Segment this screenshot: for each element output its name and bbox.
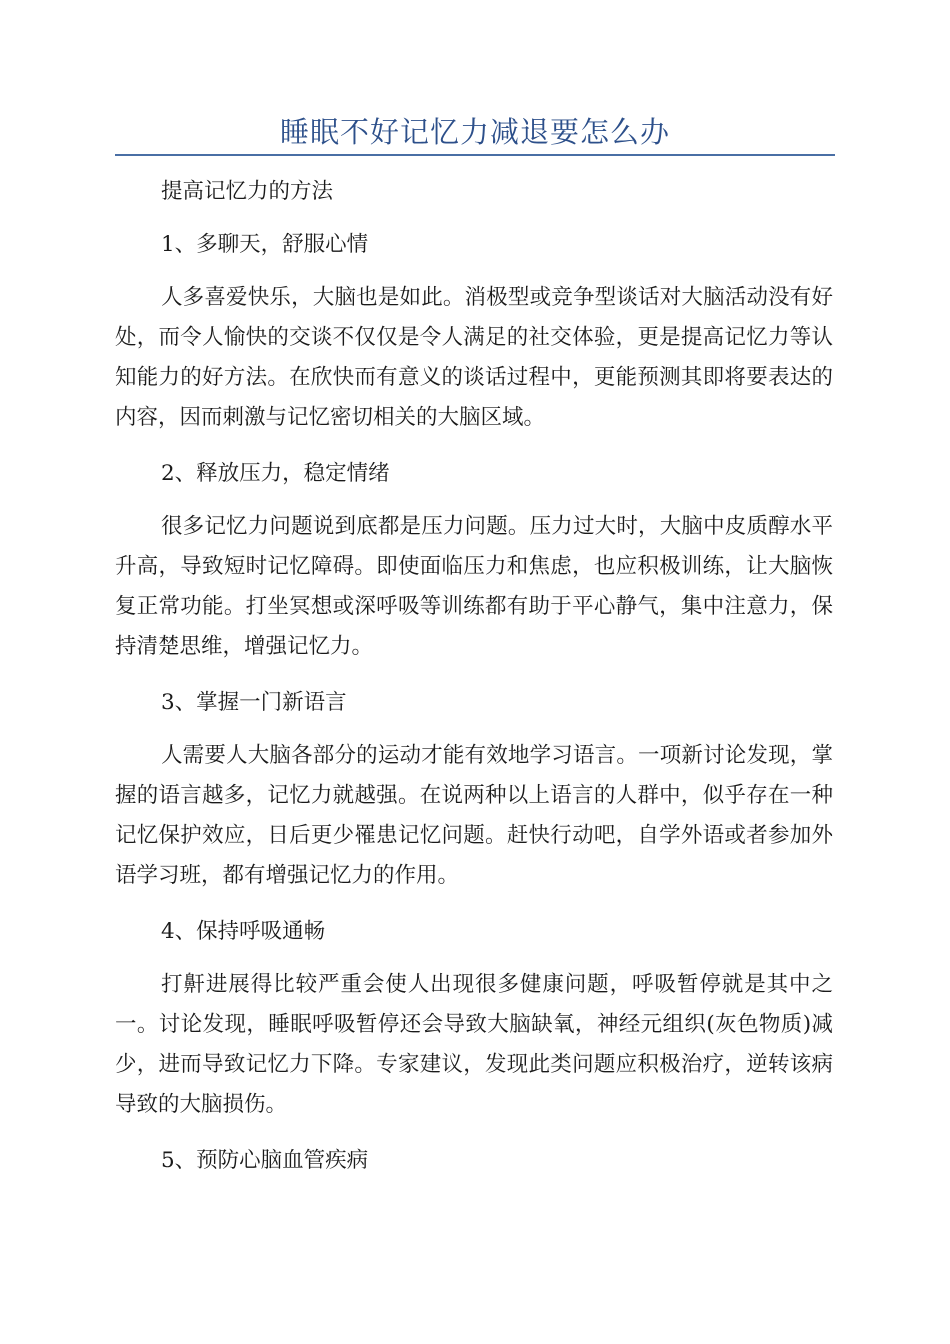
section-heading: 提高记忆力的方法 <box>161 179 334 204</box>
body-paragraph-4: 打鼾进展得比较严重会使人出现很多健康问题，呼吸暂停就是其中之一。讨论发现，睡眠呼吸暂停还会导致大脑缺氧，神经元组织(灰色物质)减少，进而导致记忆力下降。专家建议，发现此类问题应积极治疗，逆转该病导致的大脑损伤。 <box>115 972 833 1117</box>
subsection-heading-2: 2、释放压力，稳定情绪 <box>161 461 390 486</box>
body-paragraph-1: 人多喜爱快乐，大脑也是如此。消极型或竞争型谈话对大脑活动没有好处，而令人愉快的交谈不仅仅是令人满足的社交体验，更是提高记忆力等认知能力的好方法。在欣快而有意义的谈话过程中，更能预测其即将要表达的内容，因而刺激与记忆密切相关的大脑区域。 <box>115 285 833 430</box>
body-paragraph-3: 人需要人大脑各部分的运动才能有效地学习语言。一项新讨论发现，掌握的语言越多，记忆力就越强。在说两种以上语言的人群中，似乎存在一种记忆保护效应，日后更少罹患记忆问题。赶快行动吧，自学外语或者参加外语学习班，都有增强记忆力的作用。 <box>115 743 833 888</box>
subsection-heading-1: 1、多聊天，舒服心情 <box>161 232 369 257</box>
subsection-heading-5: 5、预防心脑血管疾病 <box>161 1148 369 1173</box>
subsection-heading-4: 4、保持呼吸通畅 <box>161 919 326 944</box>
title-underline <box>115 154 835 156</box>
document-body <box>115 172 833 1194</box>
subsection-heading-3: 3、掌握一门新语言 <box>161 690 347 715</box>
body-paragraph-2: 很多记忆力问题说到底都是压力问题。压力过大时，大脑中皮质醇水平升高，导致短时记忆障碍。即使面临压力和焦虑，也应积极训练，让大脑恢复正常功能。打坐冥想或深呼吸等训练都有助于平心静气，集中注意力，保持清楚思维，增强记忆力。 <box>115 514 833 659</box>
document-title: 睡眠不好记忆力减退要怎么办 <box>279 115 670 149</box>
